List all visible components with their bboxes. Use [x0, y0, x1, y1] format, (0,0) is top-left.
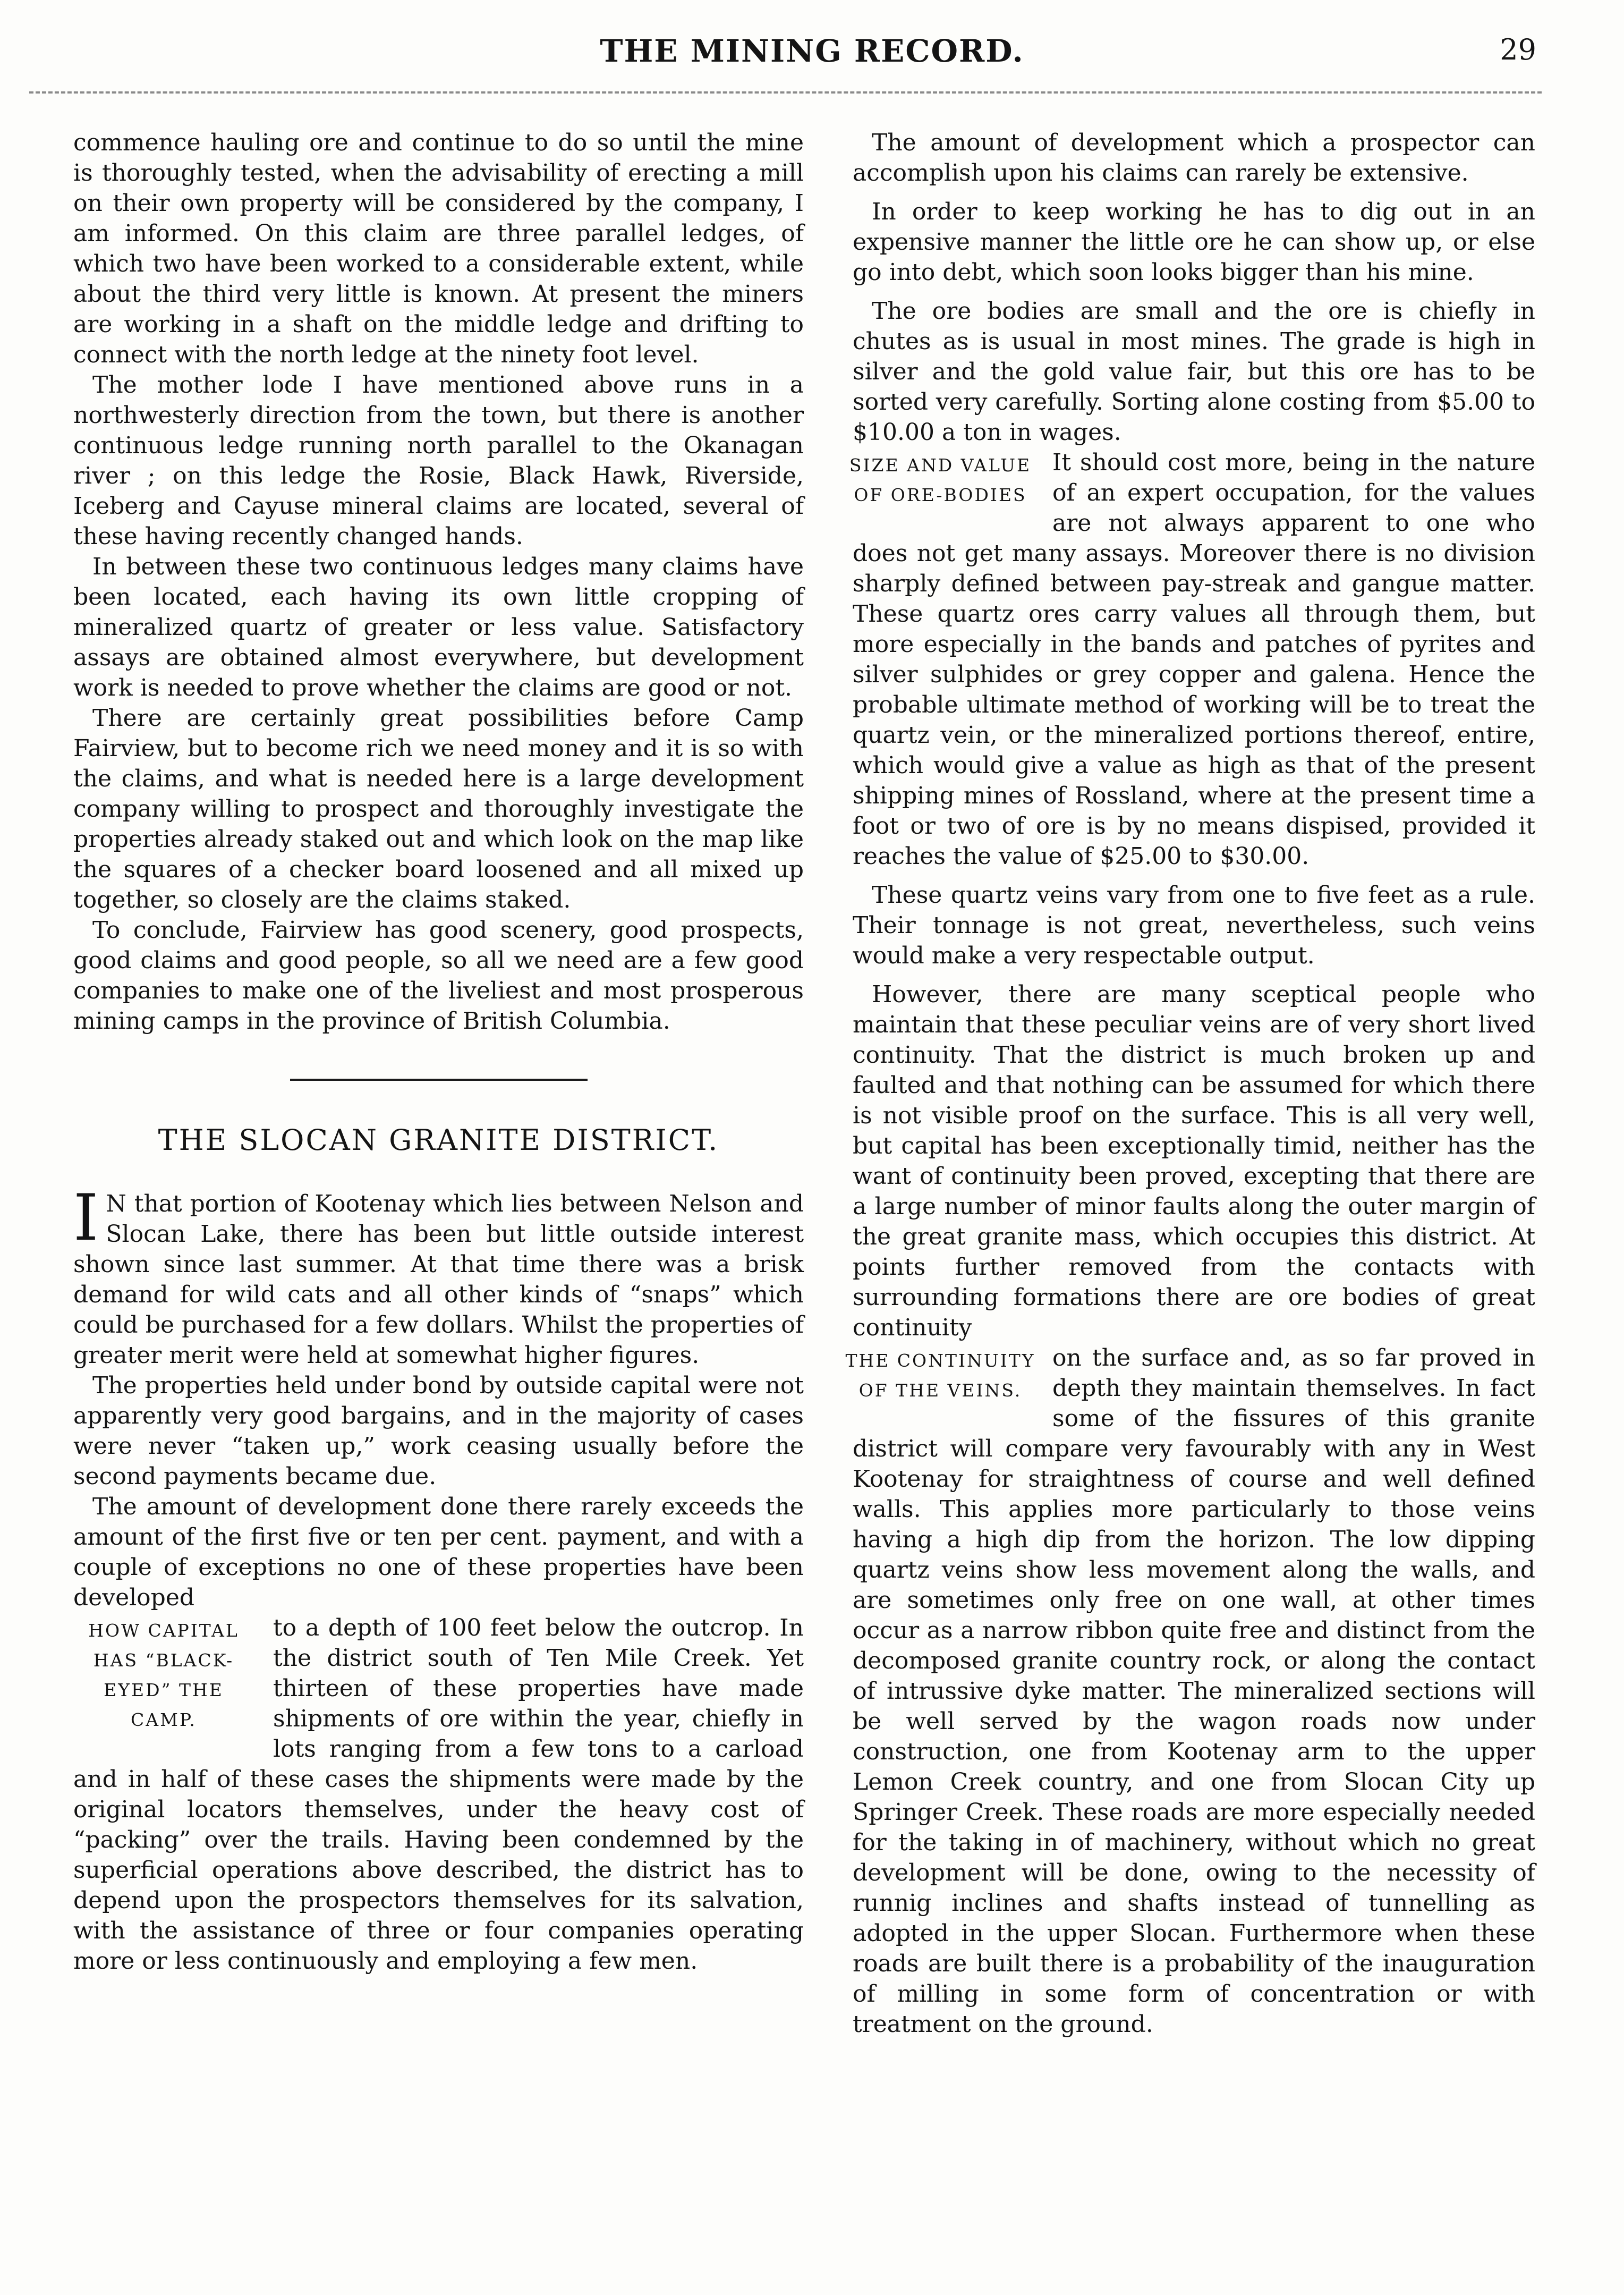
paragraph: To conclude, Fairview has good scenery, good prospects, good claims and good people, so all we need are a few good companies to make one of the liveliest and most prosperous mining camps in the province of British Columbia.: [73, 917, 804, 1035]
paragraph: However, there are many sceptical people who maintain that these peculiar veins are of very short lived continuity. That the district is much broken up and faulted and that nothing can be assumed for which there is not visible proof on the surface. This is all very well, but capital has been exceptionally timid, neither has the want of continuity been proved, excepting that there are a large number of minor faults along the outer margin of the great granite mass, which occupies this district. At points further removed from the contacts with surrounding formations there are ore bodies of great continuity: [853, 981, 1535, 1341]
paragraph: There are certainly great possibilities before Camp Fairview, but to become rich we need money and it is so with the claims, and what is needed here is a large development company willing to prospect and thoroughly investigate the properties already staked out and which look on the map like the squares of a checker board loosened and all mixed up together, so closely are the claims staked.: [73, 705, 804, 913]
paragraph: commence hauling ore and continue to do so until the mine is thoroughly tested, when the advisability of erecting a mill on their own property will be considered by the company, I am informed. On this claim are three parallel ledges, of which two have been worked to a considerable extent, while about the third very little is known. At present the miners are working in a shaft on the middle ledge and drifting to connect with the north ledge at the ninety foot level.: [73, 129, 804, 368]
margin-note-continuity: THE CONTINUITY OF THE VEINS.: [845, 1350, 1035, 1401]
article-title: THE SLOCAN GRANITE DISTRICT.: [158, 1123, 719, 1157]
journal-title: THE MINING RECORD.: [600, 33, 1024, 69]
right-column: [845, 128, 1535, 2039]
margin-note-ore-bodies: SIZE AND VALUE OF ORE-BODIES: [849, 455, 1032, 505]
left-column: [73, 128, 804, 1976]
drop-cap: I: [73, 1181, 99, 1255]
article-lead-paragraph: [73, 1181, 804, 1370]
lead-text: N that portion of Kootenay which lies between Nelson and Slocan Lake, there has been but little outside interest shown since last summer. At that time there was a brisk demand for wild cats and all other kinds of “snaps” which could be purchased for a few dollars. Whilst the properties of greater merit were held at somewhat higher figures.: [73, 1190, 804, 1369]
paragraph: These quartz veins vary from one to five feet as a rule. Their tonnage is not great, nevertheless, such veins would make a very respectable output.: [853, 882, 1535, 969]
header-rule: [29, 91, 1542, 94]
paragraph: The mother lode I have mentioned above runs in a northwesterly direction from the town, but there is another continuous ledge running north parallel to the Okanagan river ; on this ledge the Rosie, Black Hawk, Riverside, Iceberg and Cayuse mineral claims are located, several of these having recently changed hands.: [73, 371, 804, 550]
paragraph: In between these two continuous ledges many claims have been located, each having its own little cropping of mineralized quartz of greater or less value. Satisfactory assays are obtained almost everywhere, but development work is needed to prove whether the claims are good or not.: [73, 553, 804, 701]
page-number: 29: [1500, 33, 1536, 66]
margin-note-capital: HOW CAPITAL HAS “BLACK-EYED” THE CAMP.: [88, 1620, 239, 1730]
paragraph-continued: on the surface and, as so far proved in depth they maintain themselves. In fact some of the fissures of this granite district will compare very favourably with any in West Kootenay for straightness of course and well defined walls. This applies more particularly to those veins having a high dip from the horizon. The low dipping quartz veins show less movement along the walls, and are sometimes only free on one wall, at other times occur as a narrow ribbon quite free and distinct from the decomposed granite country rock, or along the contact of intrussive dyke matter. The mineralized sections will be well served by the wagon roads now under construction, one from Kootenay arm to the upper Lemon Creek country, and one from Slocan City up Springer Creek. These roads are more especially needed for the taking in of machinery, without which no great development will be done, owing to the necessity of runnig inclines and shafts instead of tunnelling as adopted in the upper Slocan. Furthermore when these roads are built there is a probability of the inauguration of milling in some form of concentration or with treatment on the ground.: [853, 1344, 1535, 2038]
page-header: [0, 33, 1624, 75]
paragraph-continued: It should cost more, being in the nature of an expert occupation, for the values are not always apparent to one who does not get many assays. Moreover there is no division sharply defined between pay-streak and gangue matter. These quartz ores carry values all through them, but more especially in the bands and patches of pyrites and silver sulphides or grey copper and galena. Hence the probable ultimate method of working will be to treat the quartz vein, or the mineralized portions thereof, entire, which would give a value as high as that of the present shipping mines of Rossland, where at the present time a foot or two of ore is by no means dispised, provided it reaches the value of $25.00 to $30.00.: [853, 449, 1535, 870]
paragraph: In order to keep working he has to dig out in an expensive manner the little ore he can show up, or else go into debt, which soon looks bigger than his mine.: [853, 198, 1535, 286]
article-divider: [290, 1079, 588, 1081]
paragraph: The ore bodies are small and the ore is chiefly in chutes as is usual in most mines. The grade is high in silver and the gold value fair, but this ore has to be sorted very carefully. Sorting alone costing from $5.00 to $10.00 a ton in wages.: [853, 298, 1535, 446]
paragraph: The amount of development which a prospector can accomplish upon his claims can rarely be extensive.: [853, 129, 1535, 187]
paragraph: The properties held under bond by outside capital were not apparently very good bargains, and in the majority of cases were never “taken up,” work ceasing usually before the second payments became due.: [73, 1372, 804, 1490]
paragraph-continued: to a depth of 100 feet below the outcrop. In the district south of Ten Mile Creek. Yet thirteen of these properties have made shipments of ore within the year, chiefly in lots ranging from a few tons to a carload and in half of these cases the shipments were made by the original locators themselves, under the heavy cost of “packing” over the trails. Having been condemned by the superficial operations above described, the district has to depend upon the prospectors themselves for its salvation, with the assistance of three or four companies operating more or less continuously and employing a few men.: [73, 1614, 804, 1975]
paragraph: The amount of development done there rarely exceeds the amount of the first five or ten per cent. payment, and with a couple of exceptions no one of these properties have been developed: [73, 1493, 804, 1611]
